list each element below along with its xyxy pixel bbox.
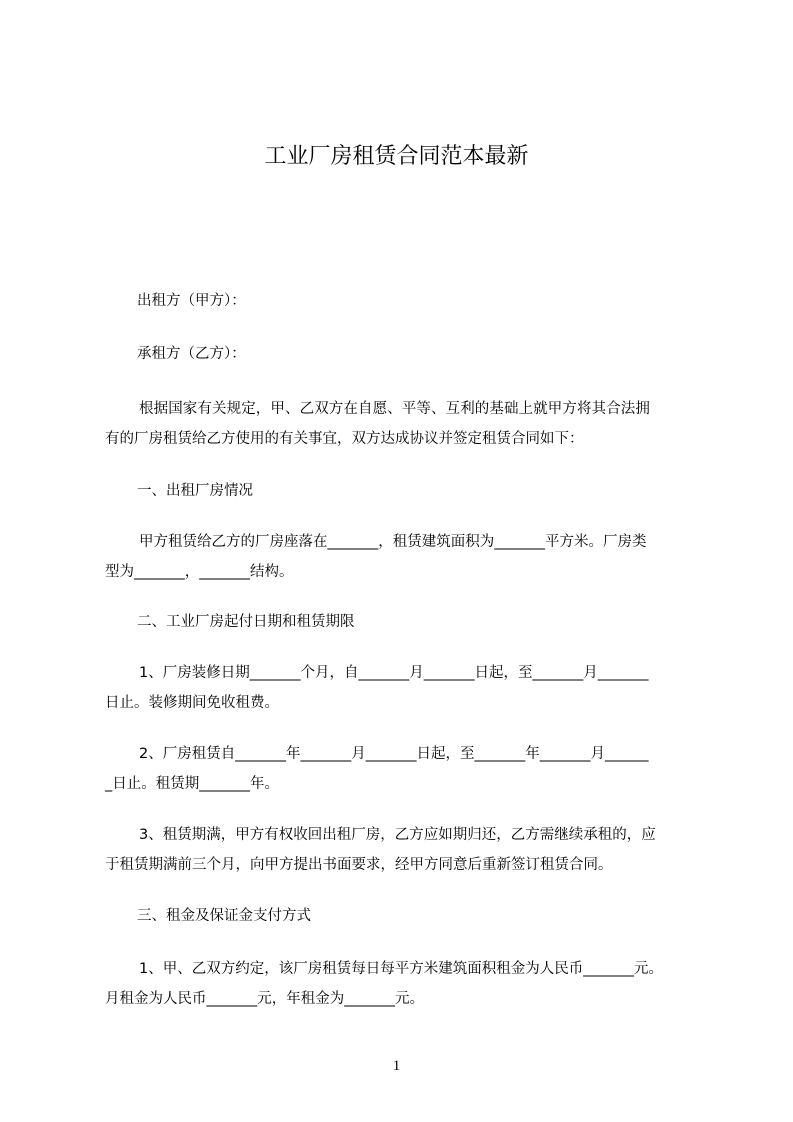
section-3-item-1-line-2: 月租金为人民币_______元，年租金为_______元。 xyxy=(105,991,424,1007)
section-1-paragraph-line-1: 甲方租赁给乙方的厂房座落在_______，租赁建筑面积为_______平方米。厂房类 xyxy=(139,534,647,550)
section-2-item-2-line-1: 2、厂房租赁自_______年_______月_______日起，至_______年_______月______ xyxy=(139,746,649,762)
section-2-heading: 二、工业厂房起付日期和租赁期限 xyxy=(137,614,355,630)
section-3-item-1-line-1: 1、甲、乙双方约定，该厂房租赁每日每平方米建筑面积租金为人民币_______元。 xyxy=(139,961,663,977)
lessee-line: 承租方（乙方）： xyxy=(137,346,246,362)
section-3-heading: 三、租金及保证金支付方式 xyxy=(137,908,311,924)
section-2-item-3-line-1: 3、租赁期满，甲方有权收回出租厂房，乙方应如期归还，乙方需继续承租的，应 xyxy=(139,827,656,843)
section-1-paragraph-line-2: 型为_______，_______结构。 xyxy=(105,564,294,580)
page-number: 1 xyxy=(392,1058,401,1074)
section-2-item-1-line-2: 日止。装修期间免收租费。 xyxy=(105,695,279,711)
intro-paragraph-line-2: 有的厂房租赁给乙方使用的有关事宜，双方达成协议并签定租赁合同如下： xyxy=(105,431,584,447)
section-2-item-3-line-2: 于租赁期满前三个月，向甲方提出书面要求，经甲方同意后重新签订租赁合同。 xyxy=(105,857,613,873)
intro-paragraph-line-1: 根据国家有关规定，甲、乙双方在自愿、平等、互利的基础上就甲方将其合法拥 xyxy=(139,401,650,417)
section-2-item-1-line-1: 1、厂房装修日期_______个月，自_______月_______日起，至_______月_______ xyxy=(139,665,649,681)
section-1-heading: 一、出租厂房情况 xyxy=(137,483,253,499)
document-title: 工业厂房租赁合同范本最新 xyxy=(264,144,529,169)
section-2-item-2-line-2: _日止。租赁期_______年。 xyxy=(105,776,279,792)
lessor-line: 出租方（甲方）： xyxy=(137,293,246,309)
